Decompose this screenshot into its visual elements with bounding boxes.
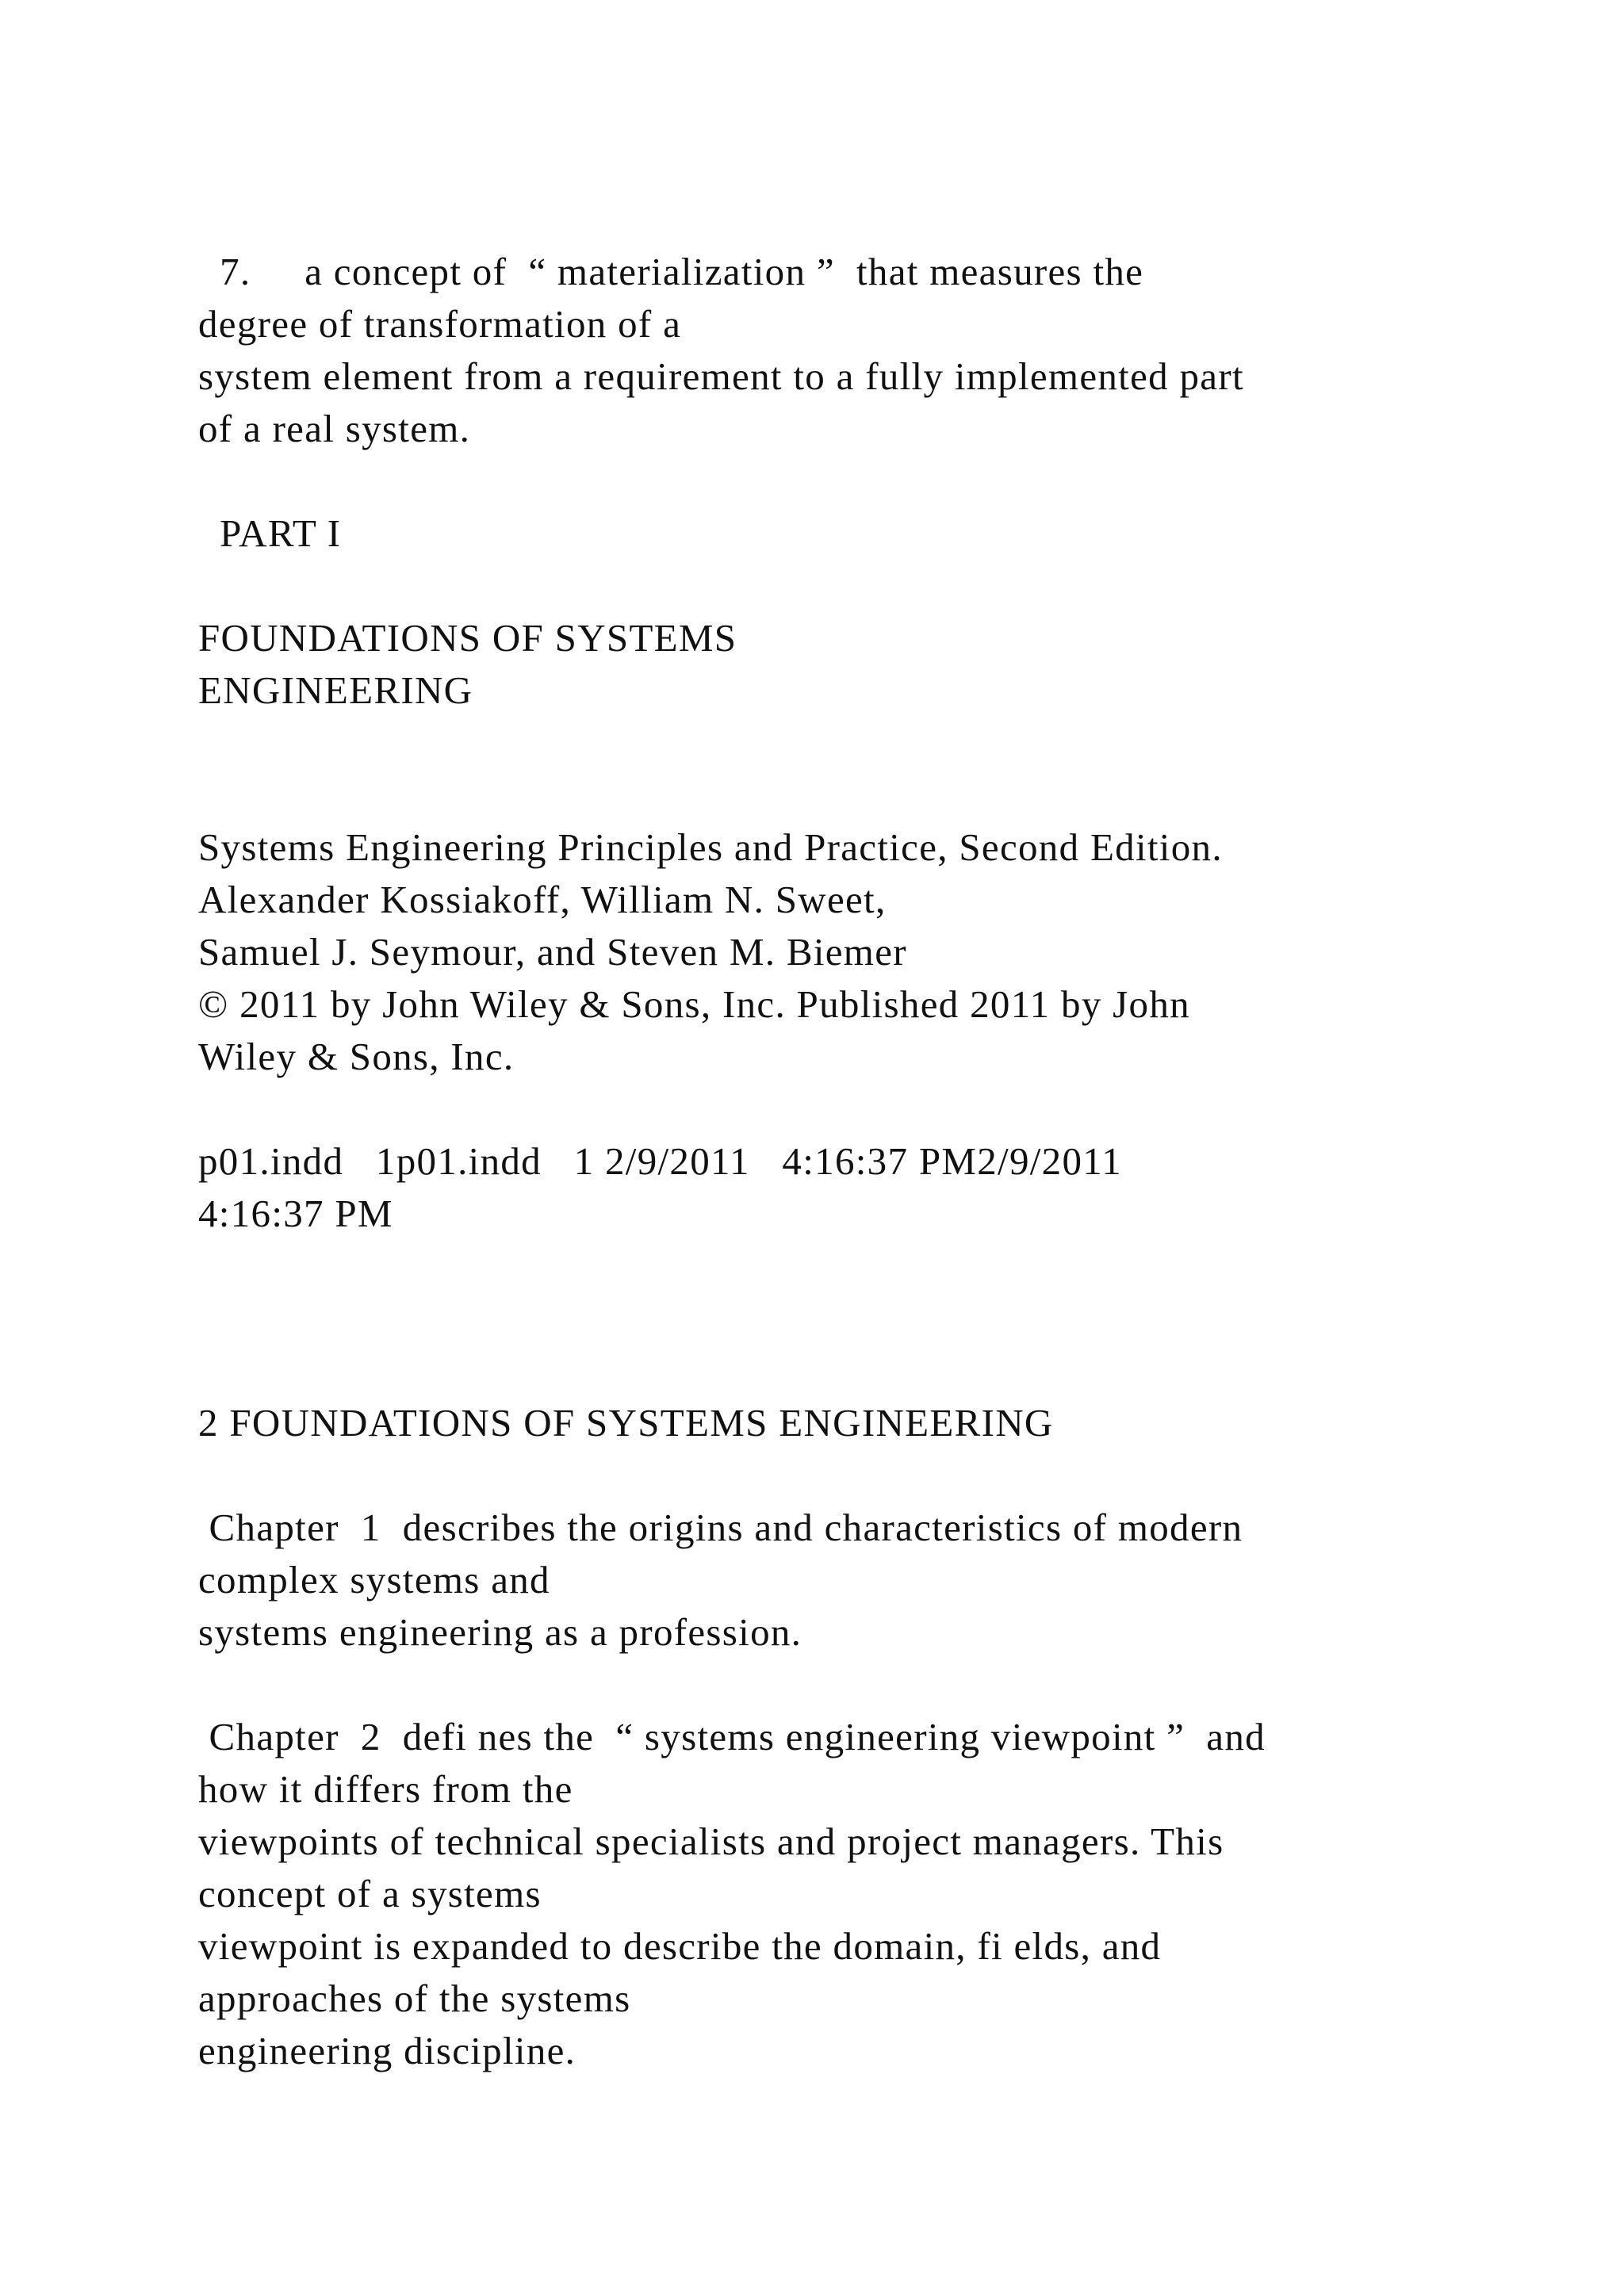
spacer	[198, 1240, 1546, 1397]
spacer	[198, 1083, 1546, 1135]
citation-line: Systems Engineering Principles and Practice, Second Edition.	[198, 825, 1223, 869]
text-line: Chapter 1 describes the origins and characteristics of modern	[198, 1506, 1243, 1549]
file-info-line: p01.indd 1p01.indd 1 2/9/2011 4:16:37 PM2/9/2011	[198, 1139, 1123, 1183]
list-item-7	[198, 246, 1546, 455]
spacer	[198, 1659, 1546, 1711]
text-line: approaches of the systems	[198, 1976, 631, 2020]
text-line: viewpoints of technical specialists and project managers. This	[198, 1820, 1224, 1863]
citation-line: Samuel J. Seymour, and Steven M. Biemer	[198, 930, 907, 974]
text-line: complex systems and	[198, 1558, 550, 1601]
part-label: PART I	[198, 511, 342, 555]
spacer	[198, 560, 1546, 612]
text-line: concept of a systems	[198, 1872, 542, 1915]
spacer	[198, 717, 1546, 821]
citation-line: Alexander Kossiakoff, William N. Sweet,	[198, 878, 887, 921]
document-page	[198, 246, 1546, 2077]
text-line: degree of transformation of a	[198, 302, 682, 346]
citation-line: Wiley & Sons, Inc.	[198, 1035, 515, 1078]
citation-line: © 2011 by John Wiley & Sons, Inc. Published 2011 by John	[198, 982, 1190, 1026]
part-title-line: FOUNDATIONS OF SYSTEMS	[198, 616, 737, 660]
text-line: of a real system.	[198, 407, 471, 450]
citation-block	[198, 821, 1546, 1083]
spacer	[198, 1449, 1546, 1502]
file-info-line: 4:16:37 PM	[198, 1192, 393, 1235]
text-line: how it differs from the	[198, 1767, 573, 1811]
text-line: 7. a concept of “ materialization ” that measures the	[198, 250, 1144, 293]
spacer	[198, 455, 1546, 507]
text-line: system element from a requirement to a fully implemented part	[198, 354, 1244, 398]
chapter-1-paragraph	[198, 1502, 1546, 1659]
file-info	[198, 1135, 1546, 1240]
chapter-2-paragraph	[198, 1711, 1546, 2077]
part-title-line: ENGINEERING	[198, 668, 473, 712]
text-line: Chapter 2 defi nes the “ systems engineering viewpoint ” and	[198, 1715, 1266, 1758]
part-title	[198, 612, 1546, 717]
text-line: systems engineering as a profession.	[198, 1610, 802, 1654]
text-line: viewpoint is expanded to describe the domain, fi elds, and	[198, 1924, 1162, 1968]
running-header: 2 FOUNDATIONS OF SYSTEMS ENGINEERING	[198, 1401, 1054, 1445]
text-line: engineering discipline.	[198, 2029, 576, 2072]
